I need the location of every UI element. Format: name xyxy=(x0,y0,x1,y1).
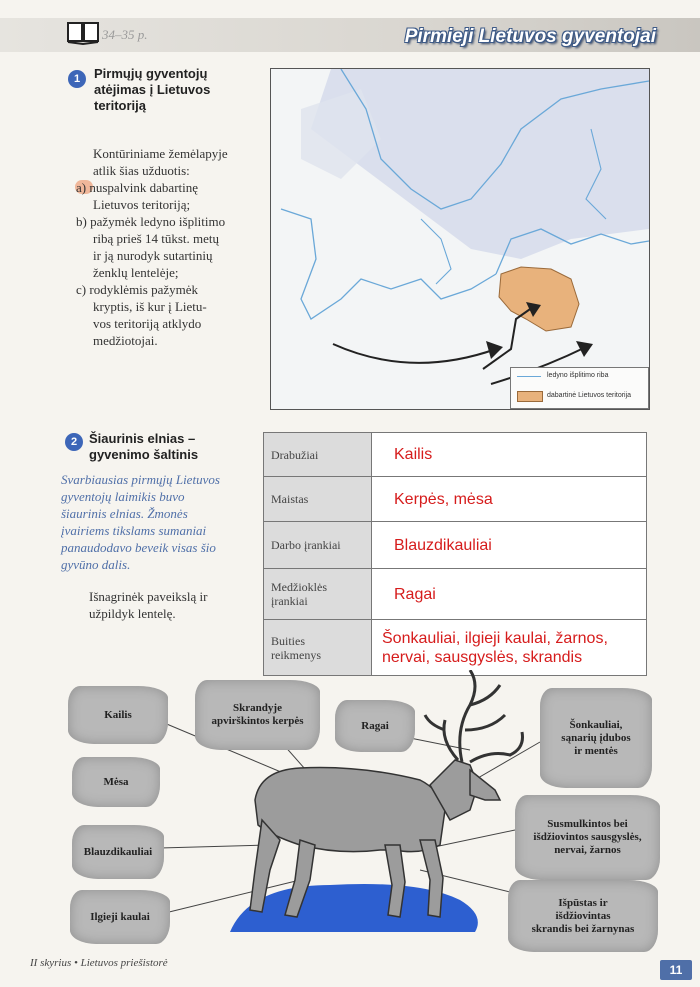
label-mesa: Mėsa xyxy=(72,757,160,807)
page-reference: 34–35 p. xyxy=(102,27,148,42)
answer-cell[interactable]: Kerpės, mėsa xyxy=(372,477,647,522)
row-label: Medžioklės įrankiai xyxy=(264,569,372,620)
task-a: a) nuspalvink dabartinę Lietuvos teritoriją; xyxy=(76,180,199,212)
row-label: Darbo įrankiai xyxy=(264,522,372,569)
label-ragai: Ragai xyxy=(335,700,415,752)
section-number-2: 2 xyxy=(65,433,83,451)
task-b: b) pažymėk ledyno išplitimo ribą prieš 14 tūkst. metų ir ją nurodyk sutartinių ženklų lentelėje; xyxy=(76,214,226,280)
table-row xyxy=(264,433,647,477)
label-blauzdikauliai: Blauzdikauliai xyxy=(72,825,164,879)
answer-cell[interactable]: Kailis xyxy=(372,433,647,477)
label-kailis: Kailis xyxy=(68,686,168,744)
map-legend: ledyno išplitimo riba dabartinė Lietuvos teritorija xyxy=(510,367,649,409)
section2-task: Išnagrinėk paveikslą ir užpildyk lentelę. xyxy=(89,589,208,621)
section2-heading: Šiaurinis elnias – gyvenimo šaltinis xyxy=(89,431,199,462)
row-label: Buities reikmenys xyxy=(264,620,372,676)
label-sonkauliai: Šonkauliai, sąnarių įdubos ir mentės xyxy=(540,688,652,788)
table-row xyxy=(264,522,647,569)
answer-cell[interactable]: Šonkauliai, ilgieji kaulai, žarnos, nervai, sausgyslės, skrandis xyxy=(372,620,647,676)
row-label: Maistas xyxy=(264,477,372,522)
page-title: Pirmieji Lietuvos gyventojai xyxy=(404,26,656,47)
row-label: Drabužiai xyxy=(264,433,372,477)
table-row xyxy=(264,569,647,620)
page-number: 11 xyxy=(660,960,692,980)
lithuania-territory xyxy=(499,267,579,331)
migration-arrow-west xyxy=(333,344,496,363)
answer-cell[interactable]: Blauzdikauliai xyxy=(372,522,647,569)
table-row xyxy=(264,477,647,522)
outline-map xyxy=(270,68,650,410)
lithuania-swatch xyxy=(517,391,543,402)
book-icon xyxy=(66,20,100,46)
table-row xyxy=(264,620,647,676)
section-number-1: 1 xyxy=(68,70,86,88)
label-skrandyje: Skrandyje apvirškintos kerpės xyxy=(195,680,320,750)
label-skrandis: Išpūstas ir išdžiovintas skrandis bei žarnynas xyxy=(508,880,658,952)
answer-table xyxy=(263,432,647,676)
footer-chapter: II skyrius • Lietuvos priešistorė xyxy=(30,957,168,969)
reindeer-antlers xyxy=(425,670,523,762)
ice-limit-swatch xyxy=(517,376,541,377)
section1-heading: Pirmųjų gyventojų atėjimas į Lietuvos teritoriją xyxy=(94,66,211,113)
label-ilgieji-kaulai: Ilgieji kaulai xyxy=(70,890,170,944)
answer-cell[interactable]: Ragai xyxy=(372,569,647,620)
task-c: c) rodyklėmis pažymėk kryptis, iš kur į Lietu- vos teritoriją atklydo medžiotojai. xyxy=(76,282,207,348)
section1-intro: Kontūriniame žemėlapyje atlik šias užduotis: xyxy=(93,146,228,178)
section2-note: Svarbiausias pirmųjų Lietuvos gyventojų laimikis buvo šiaurinis elnias. Žmonės įvairiems tikslams sumaniai panaudodavo beveik visas šio gyvūno dalis. xyxy=(61,472,220,572)
label-sausgysles: Susmulkintos bei išdžiovintos sausgyslės, nervai, žarnos xyxy=(515,795,660,880)
